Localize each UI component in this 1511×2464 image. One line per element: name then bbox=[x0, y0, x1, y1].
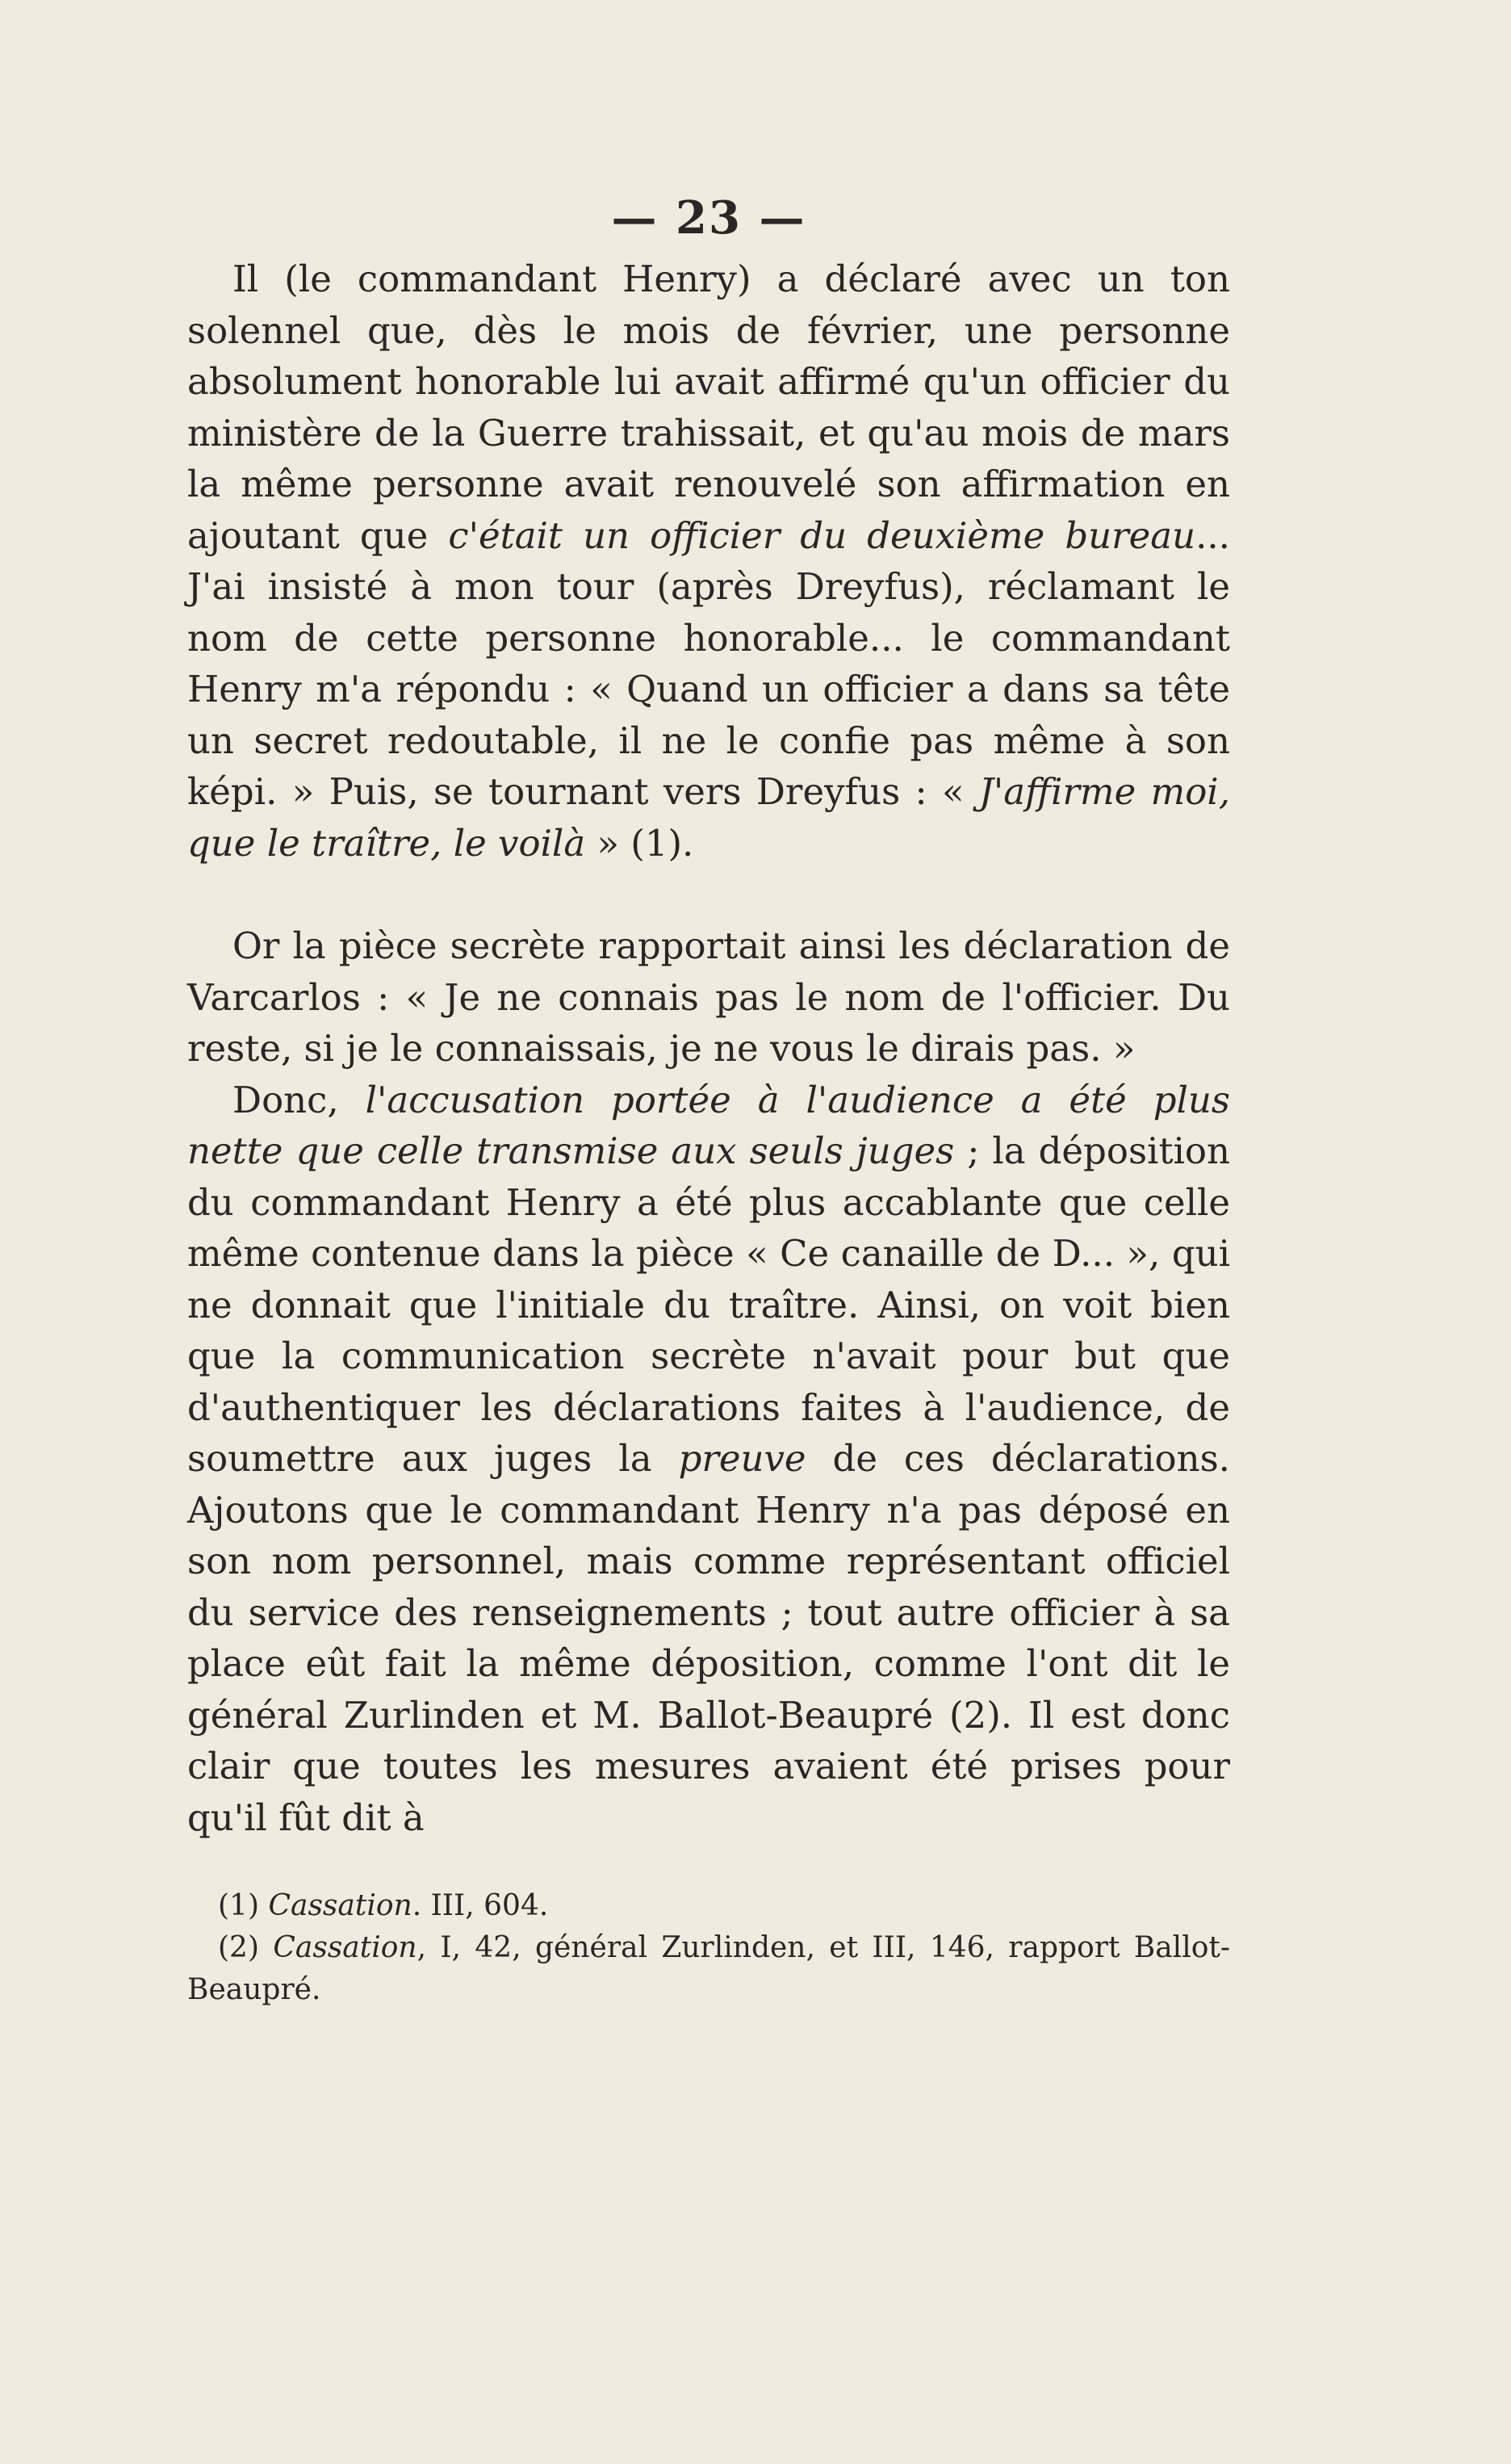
text-segment: ... J'ai insisté à mon tour (après Dreyfus), réclamant le nom de cette personne honorable... le commandant Henry m'a répondu : « Quand un officier a dans sa tête un secret redoutable, il ne le confie pas même à son képi. » Puis, se tournant vers Dreyfus : « bbox=[187, 513, 1230, 813]
italic-segment: l'accusation portée à l'audience a été plus nette que celle transmise aux seuls juges bbox=[187, 1078, 1230, 1172]
footnote-work: Cassation bbox=[268, 1889, 412, 1922]
text-segment: Il (le commandant Henry) a déclaré avec un ton solennel que, dès le mois de février, une personne absolument honorable lui avait affirmé qu'un officier du ministère de la Guerre trahissait, et qu'au mois de mars la même personne avait renouvelé son affirmation en ajoutant que bbox=[187, 258, 1230, 557]
paragraph-gap bbox=[187, 869, 1230, 920]
footnote-text: , I, 42, général Zurlinden, et III, 146, rapport Ballot-Beaupré. bbox=[187, 1931, 1231, 2006]
footnote-text: . III, 604. bbox=[412, 1889, 549, 1922]
footnote-number: (1) bbox=[218, 1889, 269, 1922]
paragraph-conclusion bbox=[187, 1075, 1230, 1844]
text-segment: de ces déclarations. Ajoutons que le commandant Henry n'a pas déposé en son nom personnel, mais comme représentant officiel du service des renseignements ; tout autre officier à sa place eût fait la même déposition, comme l'ont dit le général Zurlinden et M. Ballot-Beaupré (2). Il est donc clair que toutes les mesures avaient été prises pour qu'il fût dit à bbox=[187, 1437, 1230, 1839]
text-segment: ; la déposition du commandant Henry a été plus accablante que celle même contenue dans la pièce « Ce canaille de D... », qui ne donnait que l'initiale du traître. Ainsi, on voit bien que la communication secrète n'avait pour but que d'authentiquer les déclarations faites à l'audience, de soumettre aux juges la bbox=[187, 1129, 1230, 1480]
footnote-number: (2) bbox=[218, 1931, 274, 1964]
paragraph-henry-testimony bbox=[187, 254, 1230, 869]
text-segment: Donc, bbox=[232, 1078, 366, 1121]
footnote-work: Cassation bbox=[273, 1931, 417, 1964]
page-number: — 23 — bbox=[611, 191, 806, 245]
text-segment: » (1). bbox=[585, 821, 694, 865]
italic-segment: J'affirme moi, que le traître, le voilà bbox=[187, 770, 1230, 865]
book-page bbox=[187, 192, 1230, 2011]
footnote-1 bbox=[187, 1885, 1230, 1927]
paragraph-secret-document: Or la pièce secrète rapportait ainsi les déclaration de Varcarlos : « Je ne connais pas le nom de l'officier. Du reste, si je le connaissais, je ne vous le dirais pas. » bbox=[187, 924, 1230, 1070]
footnotes bbox=[187, 1885, 1230, 2011]
italic-segment: preuve bbox=[678, 1437, 806, 1480]
footnote-2 bbox=[187, 1927, 1230, 2011]
italic-segment: c'était un officier du deuxième bureau bbox=[448, 513, 1196, 557]
